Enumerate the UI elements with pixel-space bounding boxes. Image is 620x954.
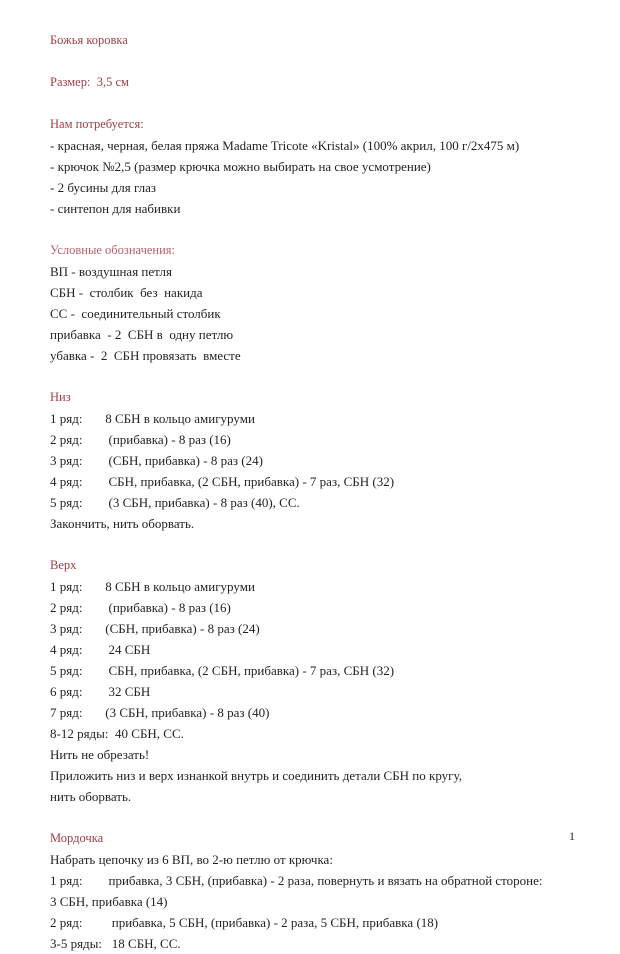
row-text: 3 СБН, прибавка (14)	[50, 894, 168, 909]
row-label: 4 ряд:	[50, 474, 83, 489]
pattern-row	[50, 912, 590, 933]
face-intro-line: Набрать цепочку из 6 ВП, во 2-ю петлю от крючка:	[50, 852, 333, 867]
row-label: 8-12 ряды:	[50, 726, 109, 741]
row-label: 1 ряд:	[50, 411, 83, 426]
pattern-row	[50, 576, 590, 597]
spacer	[50, 219, 590, 240]
row-label: 4 ряд:	[50, 642, 83, 657]
row-text: 32 СБН	[102, 684, 151, 699]
pattern-row	[50, 429, 590, 450]
page-number: 1	[569, 829, 575, 843]
abbreviation-item: ВП - воздушная петля	[50, 264, 172, 279]
pattern-row	[50, 471, 590, 492]
materials-item: - красная, черная, белая пряжа Madame Tricote «Kristal» (100% акрил, 100 г/2х475 м)	[50, 138, 520, 153]
pattern-row	[50, 492, 590, 513]
bottom-closing-line: Закончить, нить оборвать.	[50, 516, 195, 531]
abbreviation-item: СБН - столбик без накида	[50, 285, 203, 300]
row-text: (3 СБН, прибавка) - 8 раз (40), СС.	[102, 495, 300, 510]
pattern-row	[50, 723, 590, 744]
abbreviation-item: прибавка - 2 СБН в одну петлю	[50, 327, 234, 342]
materials-item: - крючок №2,5 (размер крючка можно выбирать на свое усмотрение)	[50, 159, 431, 174]
pattern-row	[50, 681, 590, 702]
row-text: 40 СБН, СС.	[108, 726, 184, 741]
abbreviation-item: убавка - 2 СБН провязать вместе	[50, 348, 241, 363]
materials-item: - 2 бусины для глаз	[50, 180, 157, 195]
row-text: (СБН, прибавка) - 8 раз (24)	[102, 621, 260, 636]
bottom-section-heading: Низ	[50, 390, 71, 404]
row-text: (прибавка) - 8 раз (16)	[102, 600, 231, 615]
row-label: 2 ряд:	[50, 600, 83, 615]
row-text: (СБН, прибавка) - 8 раз (24)	[102, 453, 263, 468]
row-text: 8 СБН в кольцо амигуруми	[102, 411, 255, 426]
row-label: 6 ряд:	[50, 684, 83, 699]
materials-item: - синтепон для набивки	[50, 201, 181, 216]
row-label: 3 ряд:	[50, 621, 83, 636]
document-title: Божья коровка	[50, 33, 128, 47]
row-text: (прибавка) - 8 раз (16)	[102, 432, 231, 447]
top-closing-line: нить оборвать.	[50, 789, 132, 804]
row-label: 7 ряд:	[50, 705, 83, 720]
row-text: СБН, прибавка, (2 СБН, прибавка) - 7 раз, СБН (32)	[102, 474, 395, 489]
spacer	[50, 366, 590, 387]
row-text: СБН, прибавка, (2 СБН, прибавка) - 7 раз, СБН (32)	[102, 663, 395, 678]
pattern-row	[50, 870, 590, 891]
top-closing-line: Приложить низ и верх изнанкой внутрь и соединить детали СБН по кругу,	[50, 768, 462, 783]
pattern-row	[50, 618, 590, 639]
row-text: 24 СБН	[102, 642, 151, 657]
pattern-row	[50, 660, 590, 681]
document-content	[50, 30, 590, 954]
pattern-row	[50, 639, 590, 660]
row-label: 2 ряд:	[50, 432, 83, 447]
pattern-row	[50, 597, 590, 618]
row-text: 18 СБН, СС.	[102, 936, 181, 951]
pattern-row	[50, 933, 590, 954]
row-text: прибавка, 5 СБН, (прибавка) - 2 раза, 5 СБН, прибавка (18)	[102, 915, 439, 930]
size-line: Размер: 3,5 см	[50, 75, 129, 89]
row-label: 3-5 ряды:	[50, 936, 103, 951]
spacer	[50, 807, 590, 828]
spacer	[50, 534, 590, 555]
spacer	[50, 51, 590, 72]
abbreviations-heading: Условные обозначения:	[50, 243, 176, 257]
row-text: (3 СБН, прибавка) - 8 раз (40)	[102, 705, 270, 720]
row-label: 5 ряд:	[50, 663, 83, 678]
materials-heading: Нам потребуется:	[50, 117, 144, 131]
pattern-row	[50, 450, 590, 471]
pattern-row	[50, 702, 590, 723]
row-label: 2 ряд:	[50, 915, 83, 930]
row-label: 1 ряд:	[50, 579, 83, 594]
abbreviation-item: СС - соединительный столбик	[50, 306, 221, 321]
spacer	[50, 93, 590, 114]
row-label: 3 ряд:	[50, 453, 83, 468]
face-section-heading: Мордочка	[50, 831, 104, 845]
pattern-row-continuation	[50, 891, 590, 912]
pattern-row	[50, 408, 590, 429]
top-section-heading: Верх	[50, 558, 77, 572]
row-label: 5 ряд:	[50, 495, 83, 510]
row-label: 1 ряд:	[50, 873, 83, 888]
row-text: 8 СБН в кольцо амигуруми	[102, 579, 255, 594]
top-closing-line: Нить не обрезать!	[50, 747, 150, 762]
row-text: прибавка, 3 СБН, (прибавка) - 2 раза, повернуть и вязать на обратной стороне:	[102, 873, 543, 888]
